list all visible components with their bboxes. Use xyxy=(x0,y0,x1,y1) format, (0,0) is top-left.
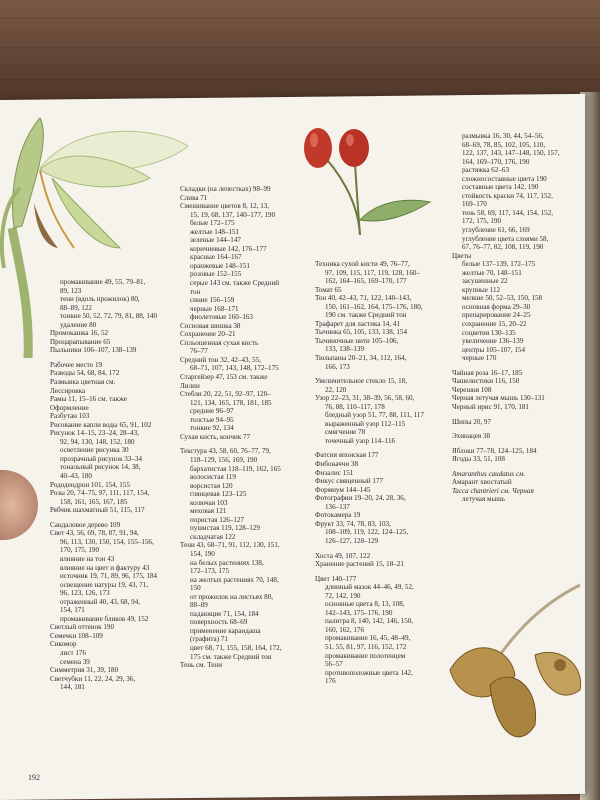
index-entry: 142–143, 175–176, 190 xyxy=(325,608,393,617)
index-entry: 76–77 xyxy=(190,347,208,356)
index-entry: 96, 123, 126, 173 xyxy=(60,589,110,598)
index-entry: палитра 8, 140, 142, 146, 150, xyxy=(325,617,414,626)
index-entry: 121, 134, 165, 178, 181, 185 xyxy=(190,398,272,407)
index-entry: Фикус священный 177 xyxy=(315,477,384,486)
index-entry: противоположные цвета 142, xyxy=(325,668,413,677)
index-entry: Цвет 140–177 xyxy=(315,574,357,583)
index-entry: 122, 137, 143, 147–148, 150, 157, xyxy=(462,149,560,158)
index-entry: Разводы 54, 68, 84, 172 xyxy=(50,369,120,378)
index-entry: 162, 164–165, 169–170, 177 xyxy=(325,277,407,286)
index-entry: Разбутан 103 xyxy=(50,412,90,421)
index-entry: препарирование 24–25 xyxy=(462,311,531,320)
page-number: 192 xyxy=(28,773,40,782)
index-entry: источник 19, 71, 89, 96, 175, 184 xyxy=(60,572,158,581)
index-entry: меховая 121 xyxy=(190,507,227,516)
index-entry: 172–173, 175 xyxy=(190,567,230,576)
index-entry: Складки (на лепестках) 98–99 xyxy=(180,185,271,193)
index-entry: Старгейзер 47, 153 см. также xyxy=(180,373,268,382)
index-entry: Тени 43, 68–71, 91, 112, 130, 151, xyxy=(180,541,280,550)
index-entry: Томат 65 xyxy=(315,285,342,294)
index-entry: Размывка цветная см. xyxy=(50,378,116,387)
index-entry: засушенные 22 xyxy=(462,277,508,286)
index-entry: пушистая 119, 128–129 xyxy=(190,524,260,533)
index-entry: Фотокамера 19 xyxy=(315,511,361,520)
index-entry: средние 96–97 xyxy=(190,407,234,416)
index-entry: тени (вдоль прожилок) 80, xyxy=(60,295,140,304)
rosehip-berries-icon xyxy=(298,120,438,240)
index-entry: Сикомор xyxy=(50,640,77,649)
index-entry: 68–69, 78, 85, 102, 105, 110, xyxy=(462,140,546,149)
index-entry: 164, 169–170, 176, 190 xyxy=(462,157,530,166)
index-entry: 96, 113, 130, 150, 154, 155–156, xyxy=(60,537,154,546)
index-entry: желтые 70, 148–151 xyxy=(462,268,522,277)
index-entry: освещение натуры 19, 43, 71, xyxy=(60,580,149,589)
index-entry: 126–127, 128–129 xyxy=(325,536,379,545)
index-entry: 72, 142, 190 xyxy=(325,591,361,600)
index-entry: 160, 162, 176 xyxy=(325,625,365,634)
index-entry: прозрачный рисунок 33–34 xyxy=(60,454,143,463)
index-entry: тонкие 50, 52, 72, 79, 81, 88, 140 xyxy=(60,312,157,321)
index-entry: Хранение растений 15, 18–21 xyxy=(315,560,404,569)
index-entry: бледный узор 51, 77, 88, 111, 117 xyxy=(325,411,424,420)
index-entry: Тон 40, 42–43, 71, 122, 140–143, xyxy=(315,294,412,303)
index-entry: синие 156–159 xyxy=(190,296,235,305)
index-entry: падающие 71, 154, 184 xyxy=(190,609,259,618)
index-entry: 97, 109, 115, 117, 119, 128, 160– xyxy=(325,268,420,277)
index-entry: черные 170 xyxy=(462,354,497,363)
index-entry: Амарант хвостатый xyxy=(452,478,512,487)
index-entry: на белых растениях 138, xyxy=(190,558,264,567)
index-entry: Узор 22–23, 31, 38–39, 56, 58, 60, xyxy=(315,394,415,403)
index-entry: 51, 55, 81, 97, 116, 152, 172 xyxy=(325,642,407,651)
index-entry: Яблоки 77–78, 124–125, 184 xyxy=(452,446,537,455)
index-entry: углубление цвета слоями 58, xyxy=(462,234,549,243)
index-entry: Пыльники 106–107, 138–139 xyxy=(50,346,137,355)
index-entry: (графита) 71 xyxy=(190,635,228,644)
index-entry: Свет 43, 56, 69, 78, 87, 91, 94, xyxy=(50,529,139,538)
index-entry: размывка 16, 30, 44, 54–56, xyxy=(462,132,544,140)
index-entry: точечный узор 114–116 xyxy=(325,436,396,445)
index-column-2 xyxy=(180,185,281,670)
index-entry: Лилии xyxy=(180,381,200,390)
index-entry: на желтых растениях 70, 148, xyxy=(190,575,279,584)
index-entry: Черный ирис 91, 170, 181 xyxy=(452,402,529,411)
index-entry: ворсистая 120 xyxy=(190,481,233,490)
index-entry: Смешивание цветов 8, 12, 13, xyxy=(180,202,270,211)
index-entry: Ягоды 33, 51, 108 xyxy=(452,455,505,464)
sycamore-seeds-icon xyxy=(440,575,590,775)
index-entry: мелкие 50, 52–53, 150, 158 xyxy=(462,294,543,303)
index-entry: цвет 68, 71, 155, 158, 164, 172, xyxy=(190,643,282,652)
index-entry: Рамы 11, 15–16 см. также xyxy=(50,395,127,404)
index-entry: стойкость краски 74, 117, 152, xyxy=(462,191,553,200)
index-entry: Трафарет для ластика 14, 41 xyxy=(315,319,400,328)
index-entry: применение карандаша xyxy=(190,626,261,635)
index-entry: серые 143 см. также Средний xyxy=(190,279,280,288)
index-column-4 xyxy=(452,132,560,504)
index-entry: 67, 76–77, 82, 108, 119, 190 xyxy=(462,243,544,252)
index-entry: Фатсия японская 177 xyxy=(315,451,379,460)
index-entry: складчатая 122 xyxy=(190,532,236,541)
index-entry: Лессировка xyxy=(50,386,86,395)
index-entry: толстые 94–95 xyxy=(190,415,234,424)
index-entry: 170, 175, 190 xyxy=(60,546,100,555)
index-column-3 xyxy=(315,260,424,686)
index-entry: Промокашка 16, 52 xyxy=(50,329,109,338)
index-entry: 68–71, 107, 143, 148, 172–175 xyxy=(190,364,279,373)
index-entry: Сохранение 20–21 xyxy=(180,330,236,339)
index-entry: Процарапывание 65 xyxy=(50,337,111,346)
index-entry: Эхинацея 38 xyxy=(452,432,491,441)
index-entry: тон xyxy=(190,287,201,296)
index-entry: летучая мышь xyxy=(462,495,505,504)
index-entry: составные цвета 142, 190 xyxy=(462,183,539,192)
index-entry: Оформление xyxy=(50,403,89,412)
index-entry: Текстура 43, 58, 60, 76–77, 79, xyxy=(180,447,271,456)
index-entry: влияние на цвет и фактуру 43 xyxy=(60,563,150,572)
index-entry: Сосновая шишка 38 xyxy=(180,321,241,330)
index-entry: Чашелистики 116, 150 xyxy=(452,377,520,386)
index-entry: влияние на тон 43 xyxy=(60,554,115,563)
index-entry: 22, 120 xyxy=(325,385,347,394)
index-entry: коричневые 142, 176–177 xyxy=(190,244,267,253)
index-entry: Тычинка 65, 105, 133, 138, 154 xyxy=(315,328,408,337)
index-entry: Рябчик шахматный 51, 115, 117 xyxy=(50,506,145,515)
index-entry: Светчубки 11, 22, 24, 29, 36, xyxy=(50,674,136,683)
index-entry: Тень см. Тени xyxy=(180,661,223,670)
index-entry: 172, 175, 190 xyxy=(462,217,502,226)
index-entry: Черная летучая мышь 130–131 xyxy=(452,394,545,403)
index-entry: 89, 123 xyxy=(60,286,82,295)
index-entry: 166, 173 xyxy=(325,362,350,371)
index-entry: промакивание 49, 55, 79–81, xyxy=(60,278,146,286)
index-entry: оранжевые 148–151 xyxy=(190,261,250,270)
index-entry: Хоста 49, 107, 122 xyxy=(315,551,371,560)
index-entry: Сухая кисть, кончик 77 xyxy=(180,432,251,441)
index-entry: Стебли 20, 22, 51, 92–97, 120– xyxy=(180,390,271,399)
index-entry: Физалис 151 xyxy=(315,468,354,477)
index-entry: Рабочее место 19 xyxy=(50,360,103,369)
index-entry: промакивание полотенцем xyxy=(325,651,406,660)
index-entry: 92, 94, 130, 148, 152, 180 xyxy=(60,437,135,446)
index-entry: Спльошенная сухая кисть xyxy=(180,338,259,347)
index-entry: Тюльпаны 20–21, 34, 112, 164, xyxy=(315,354,407,363)
index-entry: Розы 20, 74–75, 97, 111, 117, 154, xyxy=(50,489,150,498)
index-entry: 108–109, 119, 122, 124–125, xyxy=(325,528,409,537)
index-entry: 154, 171 xyxy=(60,606,85,615)
index-entry: желтые 148–151 xyxy=(190,227,240,236)
index-entry: поверхность 68–69 xyxy=(190,618,248,627)
index-entry: красные 164–167 xyxy=(190,253,242,262)
index-entry: длинный мазок 44–46, 49, 52, xyxy=(325,583,414,592)
index-entry: осветление рисунка 30 xyxy=(60,446,129,455)
index-entry: 190 см. также Средний тон xyxy=(325,311,407,320)
index-entry: крупные 112 xyxy=(462,285,501,294)
index-entry: 150, 161–162, 164, 175–176, 180, xyxy=(325,302,423,311)
index-entry: 118–129, 156, 169, 190 xyxy=(190,455,258,464)
index-entry: Цветы xyxy=(452,251,472,260)
index-entry: 175 см. также Средний тон xyxy=(190,652,272,661)
index-entry: центры 105–107, 154 xyxy=(462,345,526,354)
index-entry: 154, 190 xyxy=(190,549,215,558)
index-entry: от прожилок на листьях 80, xyxy=(190,592,274,601)
index-entry: отраженный 40, 43, 68, 94, xyxy=(60,597,141,606)
index-entry: Amaranthus caudatus см. xyxy=(452,469,526,478)
index-entry: основные цвета 8, 13, 108, xyxy=(325,600,405,609)
index-entry: Рисование капли воды 65, 91, 102 xyxy=(50,420,152,429)
index-entry: Черешня 108 xyxy=(452,385,492,394)
index-entry: сохранение 15, 20–22 xyxy=(462,320,527,329)
index-entry: лист 176 xyxy=(60,648,86,657)
index-entry: 88–89 xyxy=(190,601,208,610)
index-entry: семена 39 xyxy=(60,657,90,666)
index-entry: 176 xyxy=(325,677,336,686)
index-entry: Фрукт 33, 74, 78, 83, 103, xyxy=(315,519,391,528)
index-entry: 150 xyxy=(190,584,201,593)
index-entry: Средний тон 32, 42–43, 55, xyxy=(180,355,262,364)
index-entry: 158, 161, 165, 167, 185 xyxy=(60,497,128,506)
index-entry: промакивание 16, 45, 48–49, xyxy=(325,634,411,643)
index-entry: Фибоначчи 38 xyxy=(315,460,359,469)
index-entry: 144, 181 xyxy=(60,683,85,692)
index-entry: углубление 61, 66, 169 xyxy=(462,226,530,235)
index-entry: Формиум 144–145 xyxy=(315,485,371,494)
index-entry: Рододендрон 101, 154, 155 xyxy=(50,480,130,489)
index-entry: Увеличительное стекло 15, 18, xyxy=(315,377,407,386)
index-entry: тонкие 92, 134 xyxy=(190,424,234,433)
index-entry: увеличение 136–139 xyxy=(462,337,524,346)
index-entry: волосистая 119 xyxy=(190,473,236,482)
index-entry: фиолетовые 160–163 xyxy=(190,313,253,322)
index-entry: соцветия 130–135 xyxy=(462,328,516,337)
index-entry: 56–57 xyxy=(325,660,343,669)
index-entry: Чайная роза 16–17, 185 xyxy=(452,368,523,377)
index-entry: бархатистая 118–119, 162, 165 xyxy=(190,464,281,473)
index-entry: белые 172–175 xyxy=(190,219,235,228)
index-entry: выраженный узор 112–115 xyxy=(325,419,406,428)
index-entry: 88–89, 122 xyxy=(60,303,92,312)
index-entry: Рисунок 14–15, 23–24, 28–43, xyxy=(50,429,139,438)
index-entry: Tacca chantrieri см. Черная xyxy=(452,486,534,495)
index-entry: черные 168–171 xyxy=(190,304,239,313)
index-entry: зеленые 144–147 xyxy=(190,236,241,245)
index-entry: сложносоставные цвета 190 xyxy=(462,174,547,183)
index-entry: тональный рисунок 14, 38, xyxy=(60,463,141,472)
index-entry: Сандаловое дерево 109 xyxy=(50,520,121,529)
index-entry: Фотографии 19–20, 24, 28, 36, xyxy=(315,494,406,503)
index-entry: 76, 88, 110–117, 178 xyxy=(325,402,385,411)
index-entry: смягчение 78 xyxy=(325,428,366,437)
index-entry: 133, 138–139 xyxy=(325,345,365,354)
index-entry: Семечки 108–109 xyxy=(50,631,103,640)
index-column-1 xyxy=(50,278,157,692)
index-entry: Светлый оттенок 190 xyxy=(50,623,114,632)
index-entry: 136–137 xyxy=(325,502,350,511)
index-entry: 40–43, 180 xyxy=(60,472,92,481)
index-entry: розовые 152–155 xyxy=(190,270,242,279)
index-entry: удаление 80 xyxy=(60,320,97,329)
index-entry: белые 137–139, 172–175 xyxy=(462,260,536,269)
index-entry: растяжка 62–63 xyxy=(462,166,510,175)
index-entry: Техника сухой кисти 49, 76–77, xyxy=(315,260,410,268)
index-entry: колючая 103 xyxy=(190,498,228,507)
index-entry: тень 58, 69, 117, 144, 154, 152, xyxy=(462,208,554,217)
index-entry: основная форма 29–30 xyxy=(462,302,531,311)
index-entry: промакивание бликов 49, 152 xyxy=(60,614,149,623)
index-entry: Тычиночные нити 105–106, xyxy=(315,336,399,345)
index-entry: 15, 19, 68, 137, 140–177, 190 xyxy=(190,210,276,219)
index-entry: 169–170 xyxy=(462,200,487,209)
index-entry: Слива 71 xyxy=(180,193,208,202)
index-entry: пористая 126–127 xyxy=(190,515,245,524)
index-entry: глянцевая 123–125 xyxy=(190,490,247,499)
index-entry: Шипы 20, 97 xyxy=(452,417,492,426)
index-entry: Симметрия 31, 39, 180 xyxy=(50,666,119,675)
